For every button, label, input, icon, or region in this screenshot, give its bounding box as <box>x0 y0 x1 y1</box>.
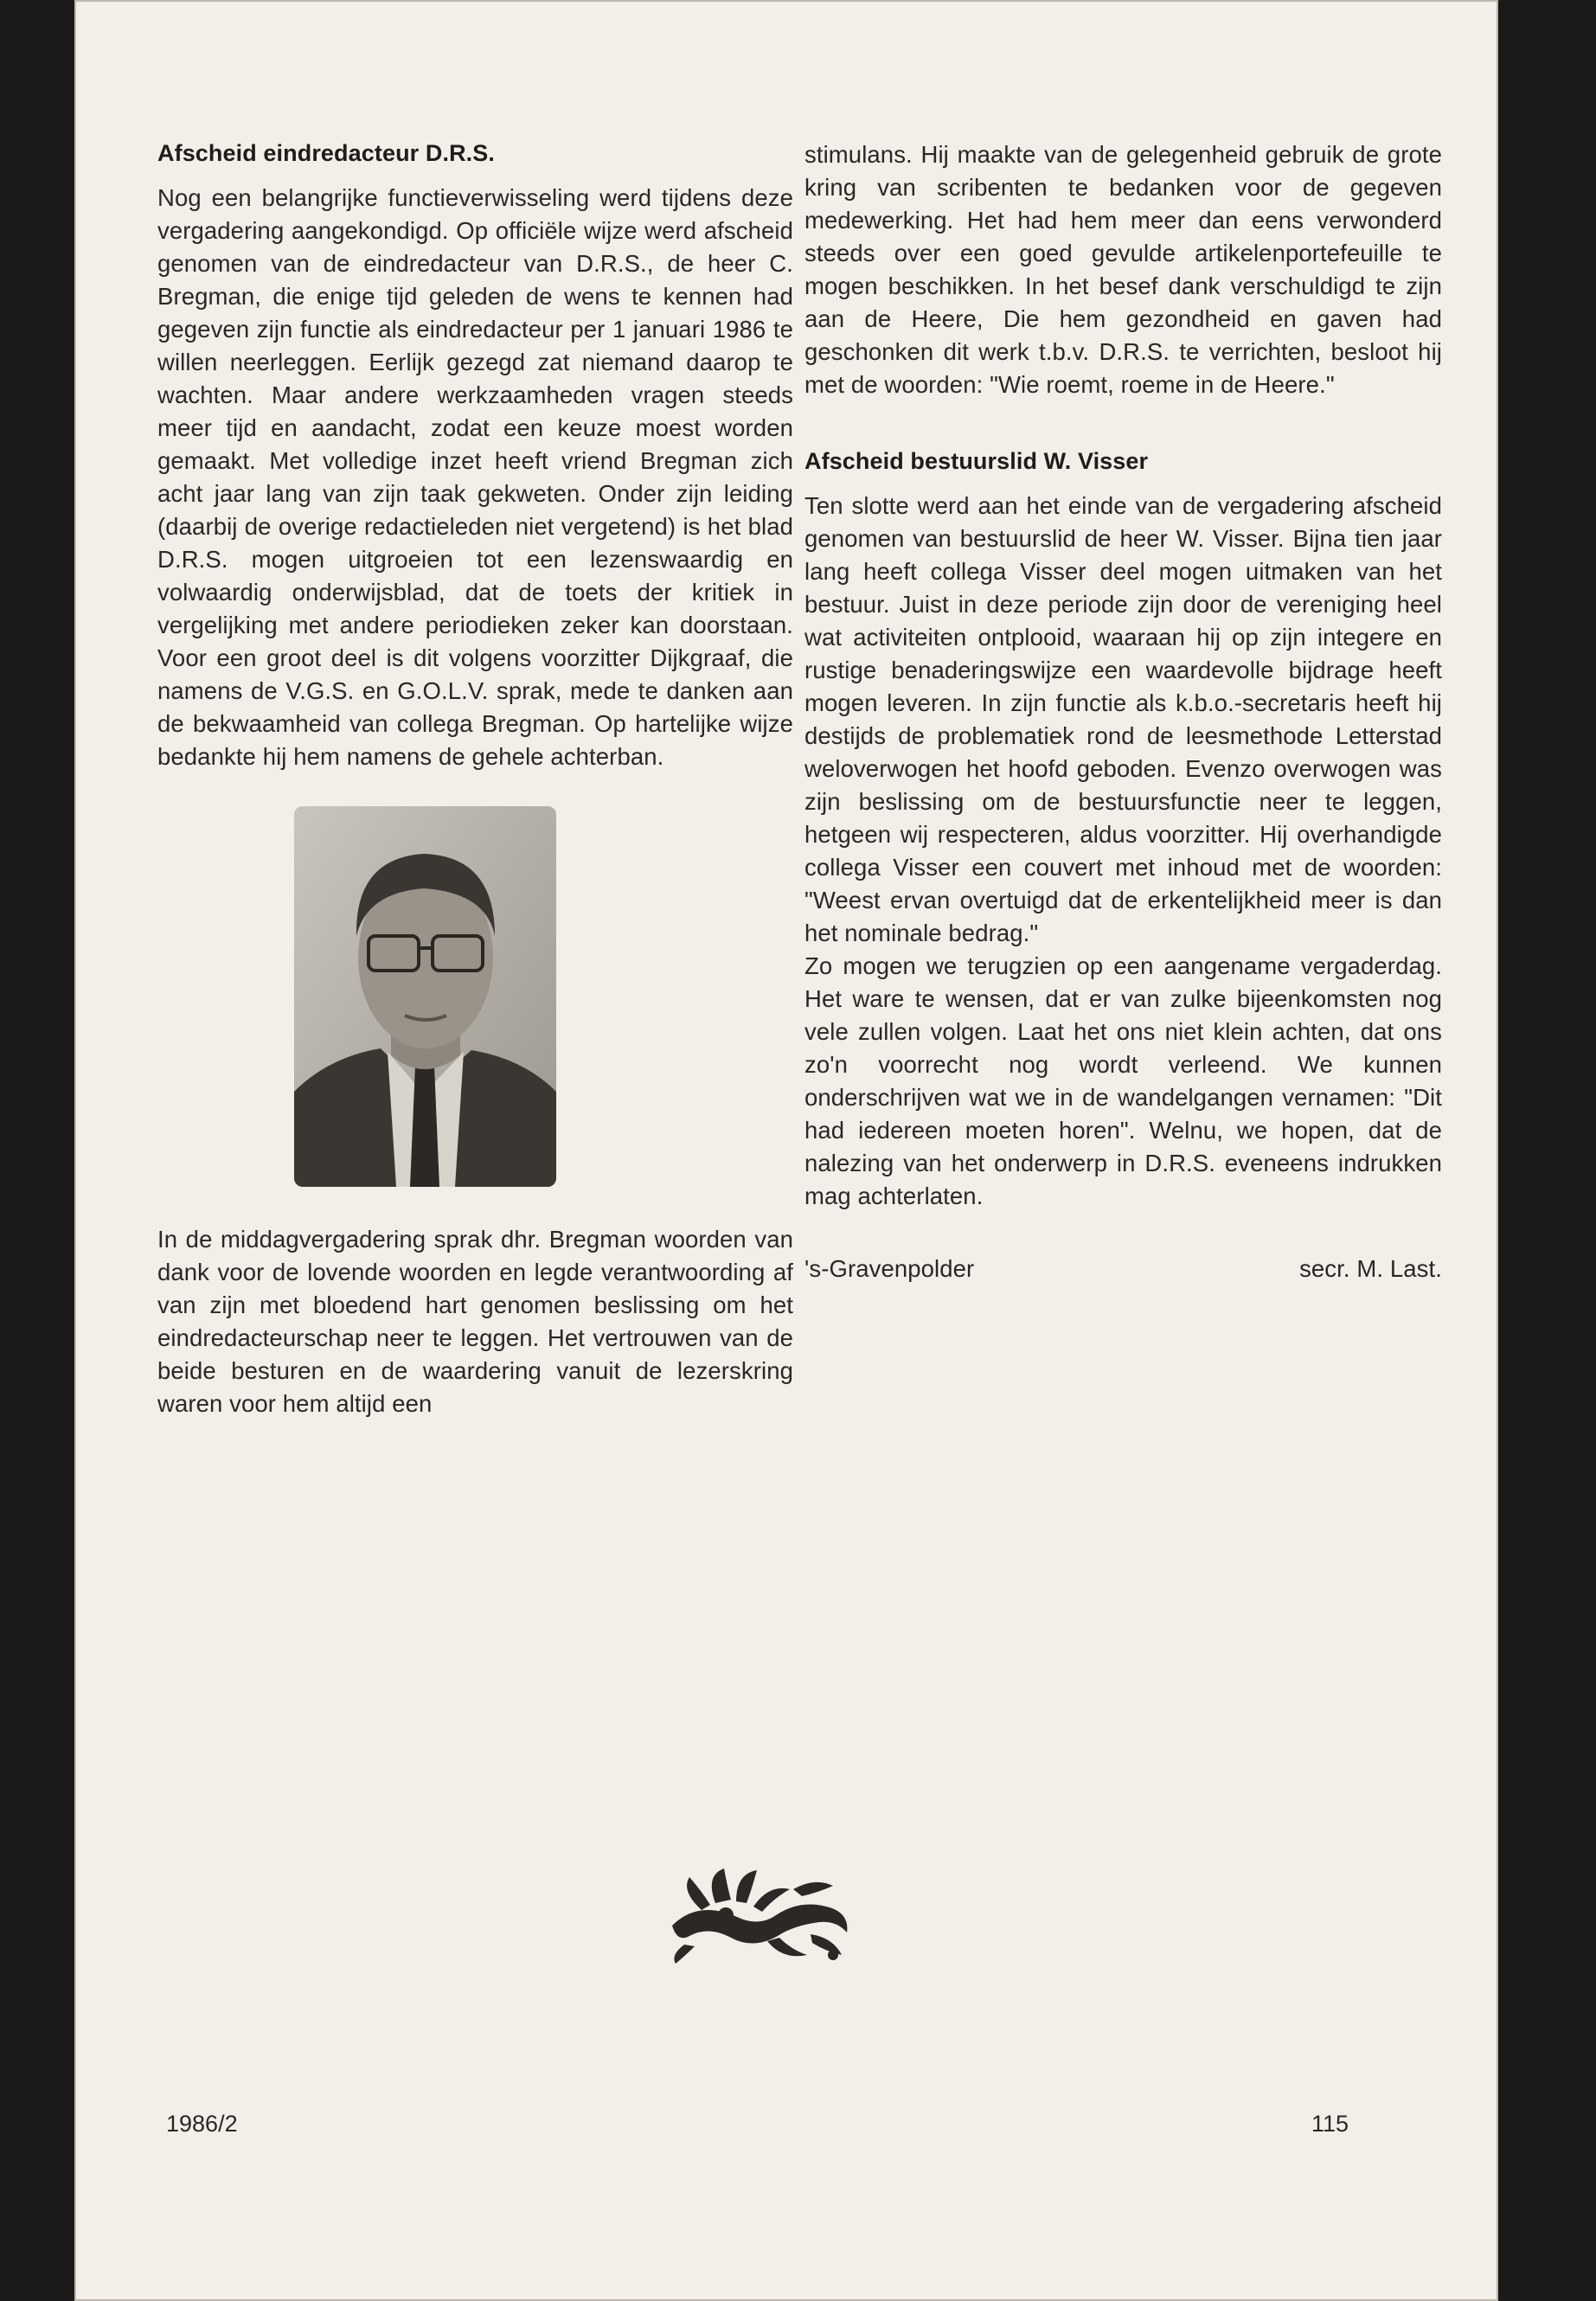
heading-afscheid-eindredacteur: Afscheid eindredacteur D.R.S. <box>157 140 495 166</box>
signature-place: 's-Gravenpolder <box>804 1255 975 1282</box>
heading-afscheid-bestuurslid: Afscheid bestuurslid W. Visser <box>804 448 1149 474</box>
paragraph-continued-stimulans: stimulans. Hij maakte van de gelegenheid gebruik de grote kring van scribenten te bedanken voor de gegeven medewerking. Het had hem meer dan eens verwonderd steeds over een goed gevulde artikelenportefeuille te mogen beschikken. In het besef dank verschuldigd te zijn aan de Heere, Die hem gezondheid en gaven had geschonken dit werk t.b.v. D.R.S. te verrichten, besloot hij met de woorden: "Wie roemt, roeme in de Heere." <box>804 141 1442 398</box>
paragraph-middagvergadering: In de middagvergadering sprak dhr. Bregman woorden van dank voor de lovende woorden en legde verantwoording af van zijn met bloedend hart genomen beslissing om het eindredacteurschap neer te leggen. Het vertrouwen van de beide besturen en de waardering vanuit de lezerskring waren voor hem altijd een <box>157 1226 793 1417</box>
paragraph-eindredacteur: Nog een belangrijke functieverwisseling werd tijdens deze vergadering aangekondigd. Op officiële wijze werd afscheid genomen van de eindredacteur van D.R.S., de heer C. Bregman, die enige tijd geleden de wens te kennen had gegeven zijn functie als eindredacteur per 1 januari 1986 te willen neerleggen. Eerlijk gezegd zat niemand daarop te wachten. Maar andere werkzaamheden vragen steeds meer tijd en aandacht, zodat een keuze moest worden gemaakt. Met volledige inzet heeft vriend Bregman zich acht jaar lang van zijn taak gekweten. Onder zijn leiding (daarbij de overige redactieleden niet vergetend) is het blad D.R.S. mogen uitgroeien tot een lezenswaardig en volwaardig onderwijsblad, dat de toets der kritiek in vergelijking met andere periodieken zeker kan doorstaan. Voor een groot deel is dit volgens voorzitter Dijkgraaf, die namens de V.G.S. en G.O.L.V. sprak, mede te danken aan de bekwaamheid van collega Bregman. Op hartelijke wijze bedankte hij hem namens de gehele achterban. <box>157 184 793 770</box>
floral-ornament-icon <box>663 1865 856 1965</box>
signature-line <box>804 1253 1442 1285</box>
left-column <box>157 138 793 1420</box>
page-number: 115 <box>1311 2111 1349 2137</box>
paragraph-vergaderdag: Zo mogen we terugzien op een aangename vergaderdag. Het ware te wensen, dat er van zulke bijeenkomsten nog vele zullen volgen. Laat het ons niet klein achten, dat ons zo'n voorrecht nog wordt verleend. We kunnen onderschrijven wat we in de wandelgangen vernamen: "Dit had iedereen moeten horen". Welnu, we hopen, dat de nalezing van het onderwerp in D.R.S. eveneens indrukken mag achterlaten. <box>804 952 1442 1209</box>
paragraph-visser: Ten slotte werd aan het einde van de vergadering afscheid genomen van bestuurslid de heer W. Visser. Bijna tien jaar lang heeft collega Visser deel mogen uitmaken van het bestuur. Juist in deze periode zijn door de vereniging heel wat activiteiten ontplooid, waaraan hij op zijn integere en rustige benaderingswijze een waardevolle bijdrage heeft mogen leveren. In zijn functie als k.b.o.-secretaris heeft hij destijds de problematiek rond de leesmethode Letterstad weloverwogen het hoofd geboden. Evenzo overwogen was zijn beslissing om de bestuursfunctie neer te leggen, hetgeen wij respecteren, aldus voorzitter. Hij overhandigde collega Visser een couvert met inhoud met de woorden: "Weest ervan overtuigd dat de erkentelijkheid meer is dan het nominale bedrag." <box>804 492 1442 946</box>
magazine-page <box>74 0 1498 2301</box>
issue-number: 1986/2 <box>166 2111 238 2137</box>
right-column <box>804 138 1442 1285</box>
portrait-photo-bregman <box>294 806 556 1187</box>
signature-name: secr. M. Last. <box>1299 1255 1442 1282</box>
